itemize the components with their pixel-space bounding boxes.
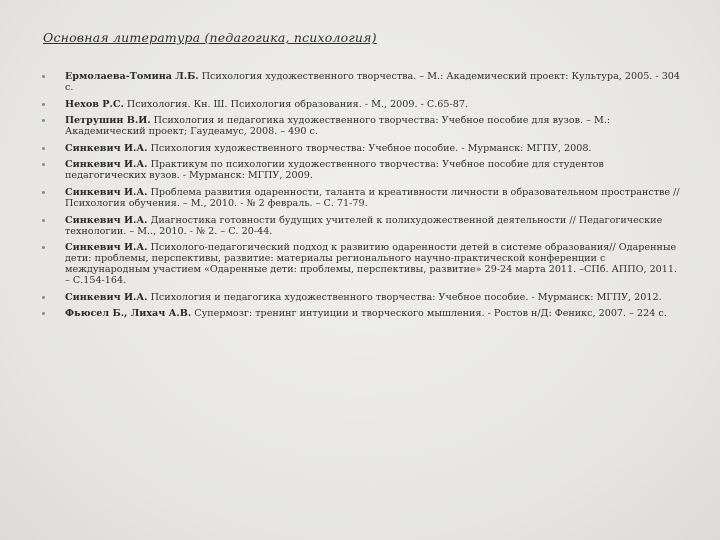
bullet-icon (42, 296, 45, 299)
reference-text: Психология. Кн. Ш. Психология образования. - М., 2009. - С.65-87. (123, 98, 468, 110)
reference-item (42, 143, 682, 154)
reference-item (42, 215, 682, 237)
reference-item (42, 292, 682, 303)
bullet-icon (42, 312, 45, 315)
bullet-icon (42, 75, 45, 78)
reference-text: Психология и педагогика художественного творчества: Учебное пособие для вузов. – М.: Академический проект; Гаудеамус, 2008. – 490 с. (65, 115, 611, 138)
reference-text: Психология художественного творчества. – М.: Академический проект: Культура, 2005. - 304 с. (65, 71, 681, 93)
reference-author: Синкевич И.А. (65, 186, 148, 198)
reference-text: Практикум по психологии художественного творчества: Учебное пособие для студентов педагогических вузов. - Мурманск: МГПУ, 2009. (65, 159, 604, 182)
reference-item (42, 242, 682, 286)
reference-item (42, 159, 682, 181)
reference-author: Нехов Р.С. (65, 98, 124, 110)
reference-author: Синкевич И.А. (65, 291, 148, 303)
bullet-icon (42, 219, 45, 222)
reference-item (42, 115, 682, 137)
reference-text: Диагностика готовности будущих учителей к полихудожественной деятельности // Педагогические технологии. – М.., 2010. - № 2. – С. 20-44. (65, 214, 663, 237)
reference-author: Синкевич И.А. (65, 159, 148, 171)
reference-item (42, 308, 682, 319)
reference-item (42, 71, 682, 93)
reference-author: Петрушин В.И. (65, 115, 151, 127)
bullet-icon (42, 163, 45, 166)
reference-author: Синкевич И.А. (65, 214, 148, 226)
reference-text: Психолого-педагогический подход к развитию одаренности детей в системе образования// Одаренные дети: проблемы, перспективы, развитие: материалы регионального научно-практической конференции с международным участием «Одаренные дети: проблемы, перспективы, развитие» 29-24 марта 2011. –СПб. АППО, 2011. – С.154-164. (65, 242, 678, 287)
reference-list (42, 71, 682, 325)
reference-item (42, 99, 682, 110)
reference-text: Психология художественного творчества: Учебное пособие. - Мурманск: МГПУ, 2008. (147, 142, 592, 154)
slide-title: Основная литература (педагогика, психология) (43, 30, 377, 45)
bullet-icon (42, 103, 45, 106)
bullet-icon (42, 246, 45, 249)
reference-text: Супермозг: тренинг интуиции и творческого мышления. - Ростов н/Д: Феникс, 2007. – 224 с. (191, 308, 667, 320)
reference-author: Фьюсел Б., Лихач А.В. (65, 308, 192, 320)
reference-author: Синкевич И.А. (65, 142, 148, 154)
bullet-icon (42, 119, 45, 122)
reference-author: Синкевич И.А. (65, 242, 148, 254)
reference-item (42, 187, 682, 209)
bullet-icon (42, 191, 45, 194)
reference-author: Ермолаева-Томина Л.Б. (65, 71, 199, 82)
reference-text: Проблема развития одаренности, таланта и креативности личности в образовательном пространстве // Психология обучения. – М., 2010. - № 2 февраль. – С. 71-79. (65, 186, 680, 209)
reference-text: Психология и педагогика художественного творчества: Учебное пособие. - Мурманск: МГПУ, 2012. (147, 291, 662, 303)
bullet-icon (42, 147, 45, 150)
